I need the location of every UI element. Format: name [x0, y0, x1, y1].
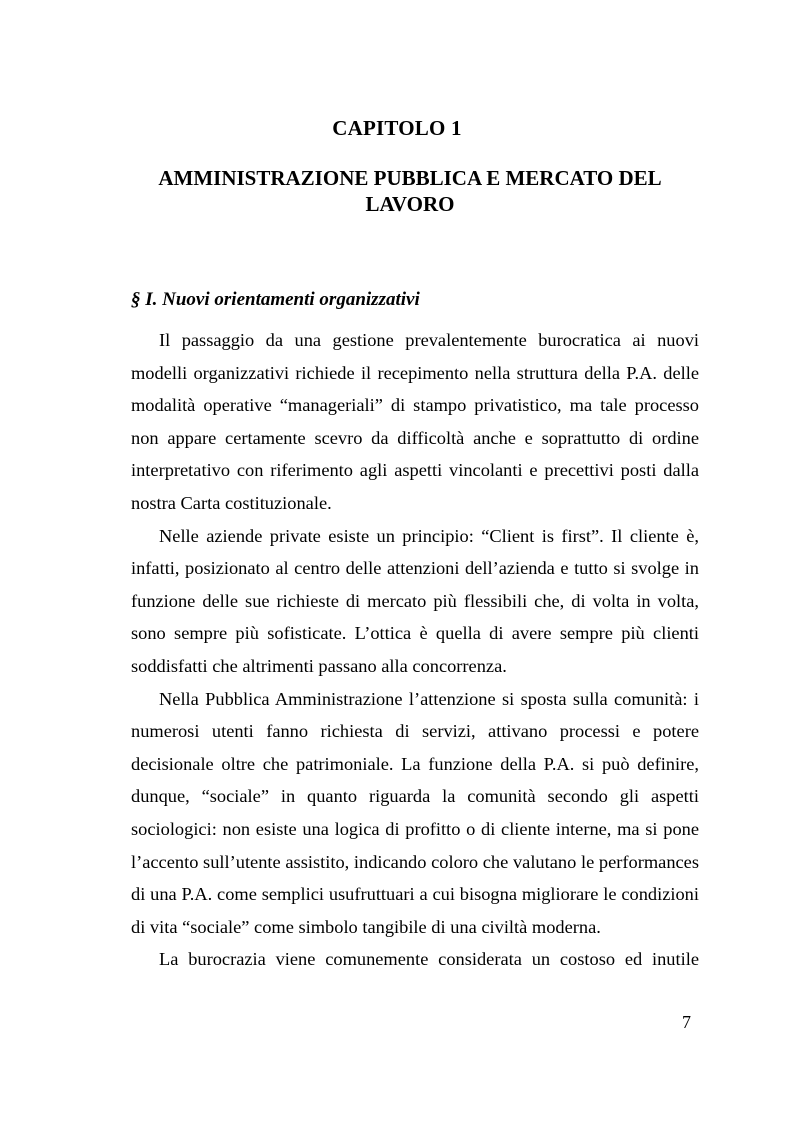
paragraph: Nella Pubblica Amministrazione l’attenzione si sposta sulla comunità: i numerosi utenti fanno richiesta di servizi, attivano processi e potere decisionale oltre che patrimoniale. La funzione della P.A. si può definire, dunque, “sociale” in quanto riguarda la comunità secondo gli aspetti sociologici: non esiste una logica di profitto o di cliente interne, ma si pone l’accento sull’utente assistito, indicando coloro che valutano le performances di una P.A. come semplici usufruttuari a cui bisogna migliorare le condizioni di vita “sociale” come simbolo tangibile di una civiltà moderna. — [131, 688, 699, 937]
body-text — [131, 324, 699, 976]
paragraph: Nelle aziende private esiste un principio: “Client is first”. Il cliente è, infatti, posizionato al centro delle attenzioni dell’azienda e tutto si svolge in funzione delle sue richieste di mercato più flessibili che, di volta in volta, sono sempre più sofisticate. L’ottica è quella di avere sempre più clienti soddisfatti che altrimenti passano alla concorrenza. — [131, 525, 699, 676]
chapter-label: CAPITOLO 1 — [332, 116, 462, 140]
section-heading: § I. Nuovi orientamenti organizzativi — [131, 289, 420, 310]
page-number: 7 — [682, 1012, 691, 1032]
paragraph: Il passaggio da una gestione prevalentemente burocratica ai nuovi modelli organizzativi richiede il recepimento nella struttura della P.A. delle modalità operative “manageriali” di stampo privatistico, ma tale processo non appare certamente scevro da difficoltà anche e soprattutto di ordine interpretativo con riferimento agli aspetti vincolanti e precettivi posti dalla nostra Carta costituzionale. — [131, 330, 699, 513]
chapter-title: AMMINISTRAZIONE PUBBLICA E MERCATO DEL LAVORO — [158, 166, 662, 216]
paragraph: La burocrazia viene comunemente considerata un costoso ed inutile — [159, 949, 699, 970]
